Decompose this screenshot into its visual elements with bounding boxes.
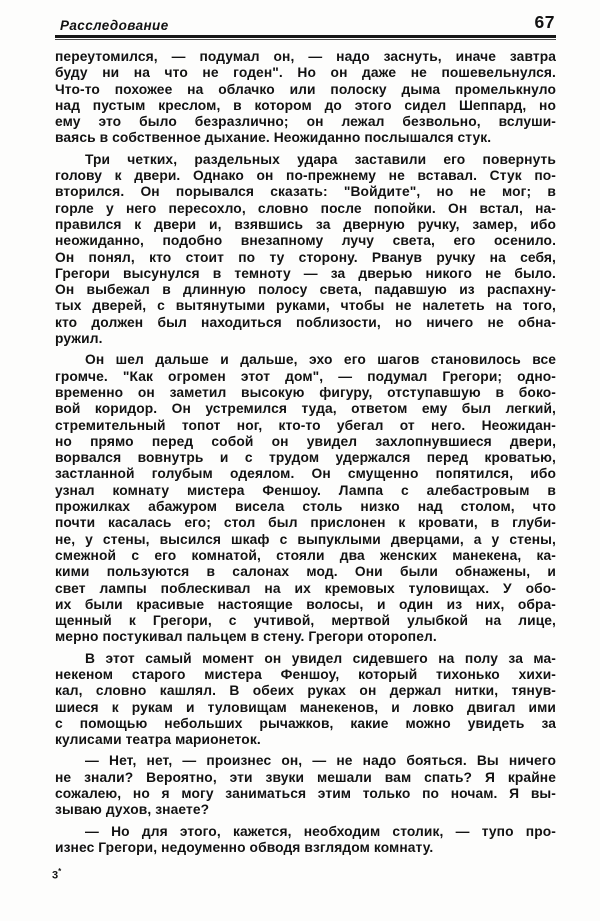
paragraph — [55, 824, 556, 857]
text-line: их были красивые настоящие волосы, и один из них, обра- — [55, 596, 556, 612]
running-header — [55, 12, 556, 40]
text-line: ему это было безразлично; он лежал безвольно, вслуши- — [55, 114, 556, 130]
text-line: Что-то похожее на облачко или полоску дыма промелькнуло — [55, 81, 556, 97]
text-line: щенный к Грегори, с учтивой, мертвой улыбкой на лице, — [55, 613, 556, 629]
text-line: сожалею, но я могу заниматься этим только по ночам. Я вы- — [55, 786, 556, 802]
text-line: В этот самый момент он увидел сидевшего на полу за ма- — [85, 650, 556, 666]
paragraph — [55, 753, 556, 818]
signature-mark-asterisk: * — [58, 867, 62, 876]
text-line: — Нет, нет, — произнес он, — не надо бояться. Вы ничего — [85, 753, 556, 769]
header-rule — [55, 35, 556, 38]
text-line: горле у него пересохло, словно после попойки. Он встал, на- — [55, 200, 556, 216]
text-line: неожиданно, подобно внезапному лучу света, его осенило. — [55, 233, 556, 249]
text-line: кими пользуются в салонах мод. Они были обнажены, и — [55, 564, 556, 580]
text-line: смежной с его комнатой, стояли два женских манекена, ка- — [55, 547, 556, 563]
text-line: Он шел дальше и дальше, эхо его шагов становилось все — [85, 352, 556, 368]
paragraph — [55, 152, 556, 348]
text-line: правился к двери и, взявшись за дверную ручку, замер, ибо — [55, 216, 556, 232]
text-line: вторился. Он порывался сказать: "Войдите", но не мог; в — [55, 184, 556, 200]
text-line: ваясь в собственное дыхание. Неожиданно послышался стук. — [55, 130, 492, 146]
text-line: буду ни на что не годен". Но он даже не пошевельнулся. — [55, 65, 556, 81]
text-line: но прямо перед собой он увидел захлопнувшиеся двери, — [55, 433, 556, 449]
signature-mark-base: 3 — [52, 869, 59, 882]
text-line: прожилках абажуром висела столь низко над столом, что — [55, 499, 556, 515]
text-line: тых дверей, с вытянутыми руками, чтобы не налететь на того, — [55, 298, 556, 314]
text-line: зываю духов, знаете? — [55, 802, 210, 818]
paragraph — [55, 651, 556, 749]
text-line: громче. "Как огромен этот дом", — подумал Грегори; одно- — [55, 368, 556, 384]
text-line: свет лампы поблескивал на их кремовых туловищах. У обо- — [55, 580, 556, 596]
text-line: Он выбежал в длинную полосу света, падавшую из распахну- — [55, 282, 556, 298]
text-line: мерно постукивал пальцем в стену. Грегори оторопел. — [55, 629, 437, 645]
text-line: Три четких, раздельных удара заставили его повернуть — [85, 151, 556, 167]
text-line: Грегори высунулся в темноту — за дверью никого не было. — [55, 265, 556, 281]
header-row — [55, 12, 556, 35]
text-line: не, у стены, высился шкаф с выпуклыми дверцами, а у стены, — [55, 531, 556, 547]
text-line: кулисами театра марионеток. — [55, 732, 261, 748]
text-line: не знали? Вероятно, эти звуки мешали вам спать? Я крайне — [55, 769, 556, 785]
text-line: кто должен был находиться поблизости, но ничего не обна- — [55, 314, 556, 330]
signature-mark — [52, 867, 61, 882]
text-line: шиеся к рукам и туловищам манекенов, и ловко двигал ими — [55, 699, 556, 715]
text-line: над пустым креслом, в котором до этого сидел Шеппард, но — [55, 97, 556, 113]
header-rule-thin — [55, 39, 556, 40]
text-line: стремительный топот ног, кто-то убегал от него. Неожидан- — [55, 417, 556, 433]
text-line: голову к двери. Однако он по-прежнему не вставал. Стук по- — [55, 168, 556, 184]
paragraph — [55, 352, 556, 645]
running-title: Расследование — [60, 18, 169, 33]
text-line: кал, словно кашлял. В обеих руках он держал нитки, тянув- — [55, 683, 556, 699]
text-line: — Но для этого, кажется, необходим столик, — тупо про- — [85, 823, 556, 839]
text-line: узнал комнату мистера Феншоу. Лампа с алебастровым в — [55, 482, 556, 498]
paragraph — [55, 49, 556, 147]
text-line: застланной голубым одеялом. Он смущенно попятился, ибо — [55, 466, 556, 482]
text-line: вой коридор. Он устремился туда, ответом ему был легкий, — [55, 401, 556, 417]
text-line: почти касалась его; стол был прислонен к кровати, в глуби- — [55, 515, 556, 531]
text-line: Он понял, кто стоит по ту сторону. Рванув ручку на себя, — [55, 249, 556, 265]
text-line: некеном старого мистера Феншоу, который тихонько хихи- — [55, 666, 556, 682]
text-line: переутомился, — подумал он, — надо заснуть, иначе завтра — [55, 49, 556, 64]
text-line: изнес Грегори, недоуменно обводя взглядом комнату. — [55, 839, 434, 855]
page-number: 67 — [534, 12, 555, 32]
text-line: ворвался вовнутрь и с трудом удержался перед кроватью, — [55, 450, 556, 466]
text-line: ружил. — [55, 331, 103, 347]
text-line: с помощью небольших рычажков, какие можно увидеть за — [55, 715, 556, 731]
body-text-column — [55, 49, 556, 856]
text-line: временно он заметил высокую фигуру, отступавшую в боко- — [55, 384, 556, 400]
